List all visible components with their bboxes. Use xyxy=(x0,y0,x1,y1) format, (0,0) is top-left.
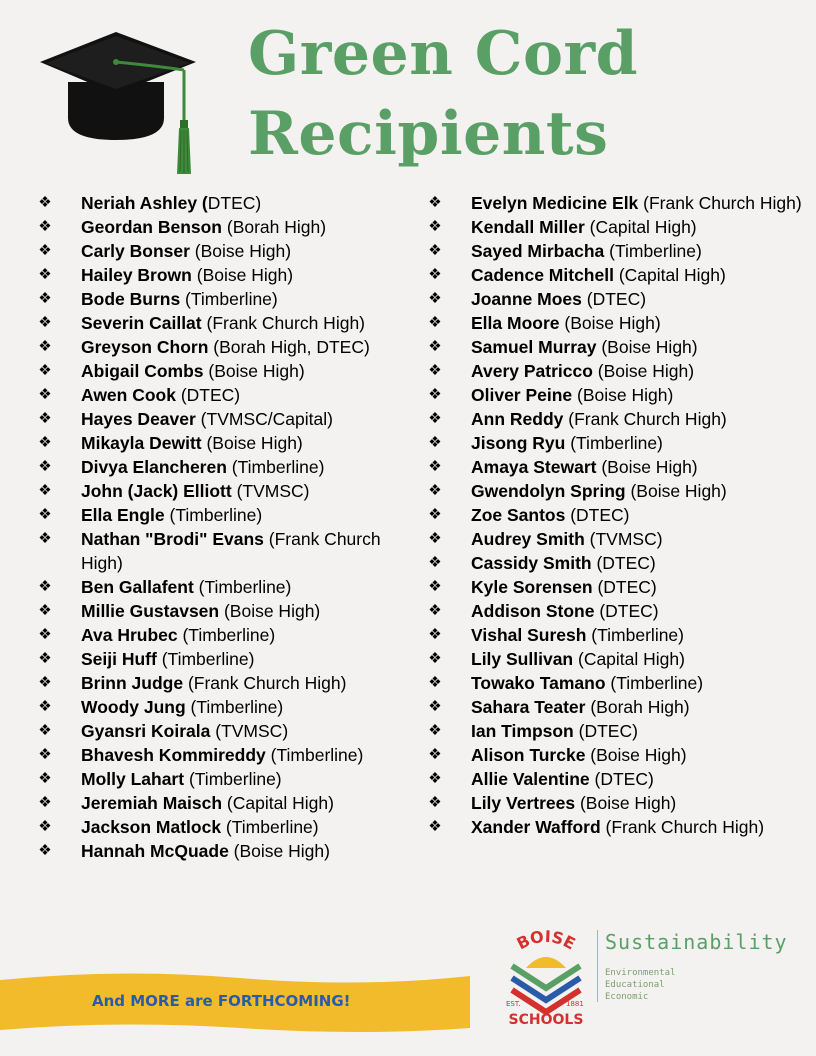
diamond-bullet-icon: ❖ xyxy=(38,602,52,619)
diamond-bullet-icon: ❖ xyxy=(38,818,52,835)
recipient-school: (TVMSC) xyxy=(584,529,663,549)
diamond-bullet-icon: ❖ xyxy=(428,386,442,403)
diamond-bullet-icon: ❖ xyxy=(428,290,442,307)
recipient-school: (Capital High) xyxy=(613,265,726,285)
recipient-item xyxy=(36,383,406,407)
recipient-name: John (Jack) Elliott xyxy=(81,481,232,501)
diamond-bullet-icon: ❖ xyxy=(38,626,52,643)
boise-schools-logo xyxy=(498,922,594,1030)
diamond-bullet-icon: ❖ xyxy=(428,266,442,283)
recipient-name: Amaya Stewart xyxy=(471,457,597,477)
recipient-item xyxy=(36,527,406,575)
diamond-bullet-icon: ❖ xyxy=(38,722,52,739)
recipient-item xyxy=(426,599,812,623)
recipient-item xyxy=(36,479,406,503)
recipient-name: Oliver Peine xyxy=(471,385,573,405)
diamond-bullet-icon: ❖ xyxy=(38,314,52,331)
recipient-school: (Boise High) xyxy=(189,241,292,261)
diamond-bullet-icon: ❖ xyxy=(428,674,442,691)
recipient-item xyxy=(426,215,812,239)
recipient-school: (Timberline) xyxy=(177,625,276,645)
recipient-name: Lily Sullivan xyxy=(471,649,574,669)
recipient-school: (Timberline) xyxy=(226,457,325,477)
recipient-name: Hannah McQuade xyxy=(81,841,229,861)
recipient-school: (Boise High) xyxy=(219,601,321,621)
recipient-item xyxy=(426,287,812,311)
recipient-name: Cassidy Smith xyxy=(471,553,592,573)
recipient-name: Brinn Judge xyxy=(81,673,184,693)
recipient-school: (DTEC) xyxy=(592,577,657,597)
recipient-name: Greyson Chorn xyxy=(81,337,209,357)
diamond-bullet-icon: ❖ xyxy=(428,458,442,475)
recipient-item xyxy=(426,335,812,359)
recipient-school: (Frank Church High) xyxy=(600,817,765,837)
diamond-bullet-icon: ❖ xyxy=(428,434,442,451)
recipient-item xyxy=(426,383,812,407)
diamond-bullet-icon: ❖ xyxy=(428,626,442,643)
sustainability-pillars xyxy=(605,967,675,1003)
recipient-item xyxy=(426,191,812,215)
recipient-name: Gwendolyn Spring xyxy=(471,481,626,501)
recipient-name: Divya Elancheren xyxy=(81,457,227,477)
recipient-item xyxy=(36,767,406,791)
recipient-school: (Frank Church High) xyxy=(563,409,727,429)
recipient-name: Avery Patricco xyxy=(471,361,593,381)
recipient-item xyxy=(36,239,406,263)
recipient-item xyxy=(426,431,812,455)
diamond-bullet-icon: ❖ xyxy=(428,722,442,739)
diamond-bullet-icon: ❖ xyxy=(38,266,52,283)
recipient-school: (Timberline) xyxy=(156,649,255,669)
logo-arc-text: BOISE xyxy=(513,926,579,954)
recipient-item xyxy=(426,575,812,599)
recipient-item xyxy=(426,623,812,647)
recipient-name: Awen Cook xyxy=(81,385,176,405)
recipient-school: (TVMSC) xyxy=(231,481,310,501)
recipient-item xyxy=(36,311,406,335)
diamond-bullet-icon: ❖ xyxy=(38,842,52,859)
recipient-school: (DTEC) xyxy=(594,601,659,621)
recipient-name: Addison Stone xyxy=(471,601,595,621)
recipient-school: (Timberline) xyxy=(265,745,364,765)
diamond-bullet-icon: ❖ xyxy=(428,242,442,259)
recipient-item xyxy=(36,815,406,839)
recipient-item xyxy=(426,239,812,263)
recipient-school: (Timberline) xyxy=(565,433,663,453)
diamond-bullet-icon: ❖ xyxy=(38,242,52,259)
diamond-bullet-icon: ❖ xyxy=(428,818,442,835)
recipient-name: Audrey Smith xyxy=(471,529,585,549)
recipient-name: Hailey Brown xyxy=(81,265,192,285)
recipient-item xyxy=(36,575,406,599)
recipient-item xyxy=(426,719,812,743)
diamond-bullet-icon: ❖ xyxy=(428,794,442,811)
recipient-name: Jeremiah Maisch xyxy=(81,793,223,813)
recipient-school: (Timberline) xyxy=(185,697,284,717)
diamond-bullet-icon: ❖ xyxy=(428,482,442,499)
recipient-item xyxy=(426,767,812,791)
recipient-name: Ian Timpson xyxy=(471,721,574,741)
recipient-name: Molly Lahart xyxy=(81,769,185,789)
recipient-name: Lily Vertrees xyxy=(471,793,576,813)
recipient-school: (DTEC) xyxy=(581,289,647,309)
diamond-bullet-icon: ❖ xyxy=(428,554,442,571)
diamond-bullet-icon: ❖ xyxy=(38,386,52,403)
recipient-name: Kendall Miller xyxy=(471,217,585,237)
diamond-bullet-icon: ❖ xyxy=(38,770,52,787)
recipient-item xyxy=(36,647,406,671)
recipient-school: (Timberline) xyxy=(221,817,319,837)
recipient-school: (Boise High) xyxy=(575,793,677,813)
recipient-name: Sahara Teater xyxy=(471,697,586,717)
recipient-school: (Capital High) xyxy=(573,649,685,669)
recipient-name: Neriah Ashley ( xyxy=(81,193,208,213)
recipient-school: (Boise High) xyxy=(228,841,330,861)
recipient-school: (Boise High) xyxy=(201,433,303,453)
recipient-item xyxy=(36,839,406,863)
diamond-bullet-icon: ❖ xyxy=(38,458,52,475)
recipient-item xyxy=(426,503,812,527)
recipients-list-right xyxy=(426,191,812,839)
recipient-name: Jackson Matlock xyxy=(81,817,222,837)
recipient-item xyxy=(36,407,406,431)
recipient-school: (DTEC) xyxy=(565,505,630,525)
graduation-cap-icon xyxy=(38,22,208,182)
recipient-item xyxy=(36,359,406,383)
diamond-bullet-icon: ❖ xyxy=(428,506,442,523)
diamond-bullet-icon: ❖ xyxy=(38,506,52,523)
recipient-name: Millie Gustavsen xyxy=(81,601,220,621)
recipients-list-left xyxy=(36,191,406,863)
recipient-name: Abigail Combs xyxy=(81,361,204,381)
diamond-bullet-icon: ❖ xyxy=(428,338,442,355)
recipient-item xyxy=(426,263,812,287)
recipient-name: Vishal Suresh xyxy=(471,625,587,645)
diamond-bullet-icon: ❖ xyxy=(428,410,442,427)
recipient-name: Seiji Huff xyxy=(81,649,157,669)
diamond-bullet-icon: ❖ xyxy=(38,482,52,499)
diamond-bullet-icon: ❖ xyxy=(38,362,52,379)
recipient-name: Bode Burns xyxy=(81,289,181,309)
recipient-item xyxy=(36,719,406,743)
recipient-name: Samuel Murray xyxy=(471,337,597,357)
recipient-name: Towako Tamano xyxy=(471,673,606,693)
diamond-bullet-icon: ❖ xyxy=(428,578,442,595)
recipient-item xyxy=(426,695,812,719)
pillar-item: Environmental xyxy=(605,968,676,978)
recipient-school: (Frank Church High) xyxy=(201,313,366,333)
recipient-school: (Timberline) xyxy=(164,505,263,525)
diamond-bullet-icon: ❖ xyxy=(38,698,52,715)
recipient-item xyxy=(36,695,406,719)
recipient-item xyxy=(36,503,406,527)
recipient-item xyxy=(426,527,812,551)
recipient-school: (Timberline) xyxy=(180,289,278,309)
diamond-bullet-icon: ❖ xyxy=(428,746,442,763)
recipient-name: Alison Turcke xyxy=(471,745,586,765)
diamond-bullet-icon: ❖ xyxy=(38,218,52,235)
recipient-school: (DTEC) xyxy=(591,553,656,573)
recipient-item xyxy=(36,191,406,215)
recipient-name: Ella Moore xyxy=(471,313,560,333)
diamond-bullet-icon: ❖ xyxy=(38,746,52,763)
recipient-school: DTEC) xyxy=(207,193,262,213)
recipient-name: Nathan "Brodi" Evans xyxy=(81,529,264,549)
recipient-school: (TVMSC/Capital) xyxy=(195,409,333,429)
recipient-item xyxy=(36,623,406,647)
logo-year: 1881 xyxy=(566,1000,584,1008)
recipient-school: (Boise High) xyxy=(596,337,698,357)
recipient-name: Joanne Moes xyxy=(471,289,582,309)
recipient-name: Ann Reddy xyxy=(471,409,564,429)
diamond-bullet-icon: ❖ xyxy=(38,290,52,307)
sustainability-title: Sustainability xyxy=(605,930,788,954)
recipient-school: (Boise High) xyxy=(559,313,661,333)
recipient-school: (Timberline) xyxy=(604,241,702,261)
diamond-bullet-icon: ❖ xyxy=(38,650,52,667)
recipient-school: (Borah High, DTEC) xyxy=(208,337,370,357)
diamond-bullet-icon: ❖ xyxy=(428,218,442,235)
pillar-item: Educational xyxy=(605,980,665,990)
recipient-school: (Borah High) xyxy=(222,217,327,237)
recipient-name: Cadence Mitchell xyxy=(471,265,614,285)
recipient-item xyxy=(36,791,406,815)
diamond-bullet-icon: ❖ xyxy=(428,314,442,331)
page-title xyxy=(248,14,638,174)
recipient-name: Gyansri Koirala xyxy=(81,721,211,741)
title-line-2: Recipients xyxy=(248,99,609,169)
sustainability-divider xyxy=(597,930,598,1002)
recipient-name: Allie Valentine xyxy=(471,769,590,789)
pillar-item: Economic xyxy=(605,992,649,1002)
diamond-bullet-icon: ❖ xyxy=(428,362,442,379)
recipient-item xyxy=(426,671,812,695)
diamond-bullet-icon: ❖ xyxy=(38,410,52,427)
recipient-name: Hayes Deaver xyxy=(81,409,196,429)
recipient-school: (Boise High) xyxy=(592,361,695,381)
recipient-school: (DTEC) xyxy=(589,769,654,789)
recipient-school: (Borah High) xyxy=(585,697,690,717)
recipient-item xyxy=(36,743,406,767)
diamond-bullet-icon: ❖ xyxy=(38,530,52,547)
recipient-item xyxy=(426,791,812,815)
recipient-school: (Frank Church High) xyxy=(81,529,381,573)
recipient-name: Xander Wafford xyxy=(471,817,601,837)
logo-schools: SCHOOLS xyxy=(508,1012,584,1028)
recipient-item xyxy=(426,551,812,575)
diamond-bullet-icon: ❖ xyxy=(38,578,52,595)
recipient-name: Zoe Santos xyxy=(471,505,566,525)
recipient-name: Ben Gallafent xyxy=(81,577,194,597)
recipient-item xyxy=(36,431,406,455)
forthcoming-message: And MORE are FORTHCOMING! xyxy=(92,992,351,1010)
recipient-name: Ava Hrubec xyxy=(81,625,178,645)
diamond-bullet-icon: ❖ xyxy=(38,794,52,811)
recipient-school: (Timberline) xyxy=(586,625,684,645)
recipient-item xyxy=(426,479,812,503)
recipient-item xyxy=(36,671,406,695)
recipient-item xyxy=(36,455,406,479)
recipient-item xyxy=(36,287,406,311)
recipient-school: (Boise High) xyxy=(585,745,687,765)
title-line-1: Green Cord xyxy=(248,19,639,89)
recipient-school: (Capital High) xyxy=(222,793,334,813)
recipient-school: (Boise High) xyxy=(596,457,698,477)
recipient-name: Kyle Sorensen xyxy=(471,577,593,597)
recipient-name: Severin Caillat xyxy=(81,313,202,333)
recipient-school: (Frank Church High) xyxy=(638,193,802,213)
recipient-name: Sayed Mirbacha xyxy=(471,241,605,261)
recipient-school: (DTEC) xyxy=(175,385,241,405)
recipient-school: (Capital High) xyxy=(584,217,697,237)
recipient-school: (Boise High) xyxy=(625,481,727,501)
recipient-school: (Frank Church High) xyxy=(183,673,347,693)
recipient-name: Bhavesh Kommireddy xyxy=(81,745,266,765)
recipient-name: Ella Engle xyxy=(81,505,165,525)
recipient-item xyxy=(426,311,812,335)
diamond-bullet-icon: ❖ xyxy=(38,194,52,211)
recipient-school: (Timberline) xyxy=(193,577,292,597)
diamond-bullet-icon: ❖ xyxy=(38,674,52,691)
diamond-bullet-icon: ❖ xyxy=(428,770,442,787)
recipient-item xyxy=(426,407,812,431)
recipient-item xyxy=(426,815,812,839)
recipient-item xyxy=(426,743,812,767)
recipient-name: Carly Bonser xyxy=(81,241,190,261)
recipient-item xyxy=(36,599,406,623)
recipient-item xyxy=(36,335,406,359)
recipient-school: (Timberline) xyxy=(605,673,704,693)
recipient-name: Jisong Ryu xyxy=(471,433,566,453)
recipient-item xyxy=(426,359,812,383)
recipient-item xyxy=(36,215,406,239)
recipient-name: Evelyn Medicine Elk xyxy=(471,193,639,213)
diamond-bullet-icon: ❖ xyxy=(428,650,442,667)
diamond-bullet-icon: ❖ xyxy=(428,530,442,547)
recipient-name: Woody Jung xyxy=(81,697,186,717)
recipient-name: Mikayla Dewitt xyxy=(81,433,202,453)
diamond-bullet-icon: ❖ xyxy=(38,434,52,451)
diamond-bullet-icon: ❖ xyxy=(38,338,52,355)
recipient-school: (Timberline) xyxy=(184,769,282,789)
recipient-school: (Boise High) xyxy=(191,265,294,285)
diamond-bullet-icon: ❖ xyxy=(428,194,442,211)
recipient-item xyxy=(426,455,812,479)
recipient-item xyxy=(36,263,406,287)
recipient-item xyxy=(426,647,812,671)
logo-est: EST. xyxy=(506,1000,521,1008)
recipient-school: (DTEC) xyxy=(573,721,638,741)
recipient-name: Geordan Benson xyxy=(81,217,222,237)
diamond-bullet-icon: ❖ xyxy=(428,602,442,619)
recipient-school: (Boise High) xyxy=(572,385,674,405)
diamond-bullet-icon: ❖ xyxy=(428,698,442,715)
svg-text:BOISE xyxy=(514,927,579,954)
recipient-school: (Boise High) xyxy=(203,361,305,381)
recipient-school: (TVMSC) xyxy=(210,721,289,741)
